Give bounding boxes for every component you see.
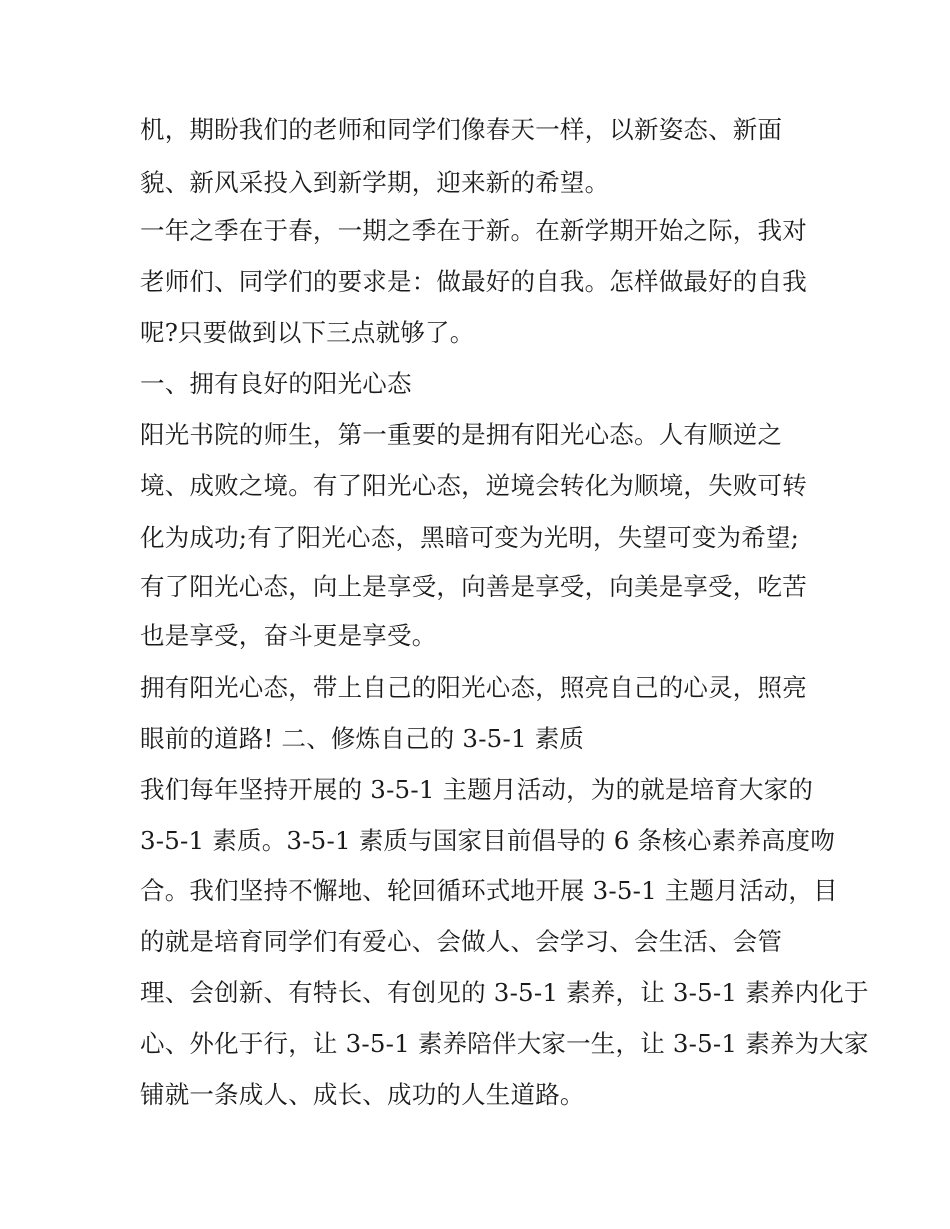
paragraph-line: 老师们、同学们的要求是：做最好的自我。怎样做最好的自我 [140, 267, 807, 296]
paragraph-line: 眼前的道路! 二、修炼自己的 3-5-1 素质 [140, 724, 585, 753]
paragraph-line: 化为成功;有了阳光心态，黑暗可变为光明，失望可变为希望; [140, 523, 800, 552]
paragraph-line: 机，期盼我们的老师和同学们像春天一样，以新姿态、新面 [140, 115, 783, 144]
section-heading: 一、拥有良好的阳光心态 [140, 369, 412, 398]
paragraph-line: 貌、新风采投入到新学期，迎来新的希望。 [140, 168, 610, 197]
paragraph-line: 铺就一条成人、成长、成功的人生道路。 [140, 1080, 585, 1109]
paragraph-line: 的就是培育同学们有爱心、会做人、会学习、会生活、会管 [140, 927, 783, 956]
paragraph-line: 我们每年坚持开展的 3-5-1 主题月活动，为的就是培育大家的 [140, 775, 814, 804]
paragraph-line: 3-5-1 素质。3-5-1 素质与国家目前倡导的 6 条核心素养高度吻 [140, 826, 836, 855]
paragraph-line: 心、外化于行，让 3-5-1 素养陪伴大家一生，让 3-5-1 素养为大家 [140, 1029, 869, 1058]
paragraph-line: 也是享受，奋斗更是享受。 [140, 621, 437, 650]
paragraph-line: 一年之季在于春，一期之季在于新。在新学期开始之际，我对 [140, 216, 807, 245]
paragraph-line: 合。我们坚持不懈地、轮回循环式地开展 3-5-1 主题月活动，目 [140, 876, 838, 905]
paragraph-line: 境、成败之境。有了阳光心态，逆境会转化为顺境，失败可转 [140, 471, 807, 500]
paragraph-line: 有了阳光心态，向上是享受，向善是享受，向美是享受，吃苦 [140, 572, 807, 601]
paragraph-line: 呢?只要做到以下三点就够了。 [140, 318, 475, 347]
paragraph-line: 拥有阳光心态，带上自己的阳光心态，照亮自己的心灵，照亮 [140, 673, 807, 702]
paragraph-line: 理、会创新、有特长、有创见的 3-5-1 素养，让 3-5-1 素养内化于 [140, 978, 869, 1007]
paragraph-line: 阳光书院的师生，第一重要的是拥有阳光心态。人有顺逆之 [140, 420, 783, 449]
